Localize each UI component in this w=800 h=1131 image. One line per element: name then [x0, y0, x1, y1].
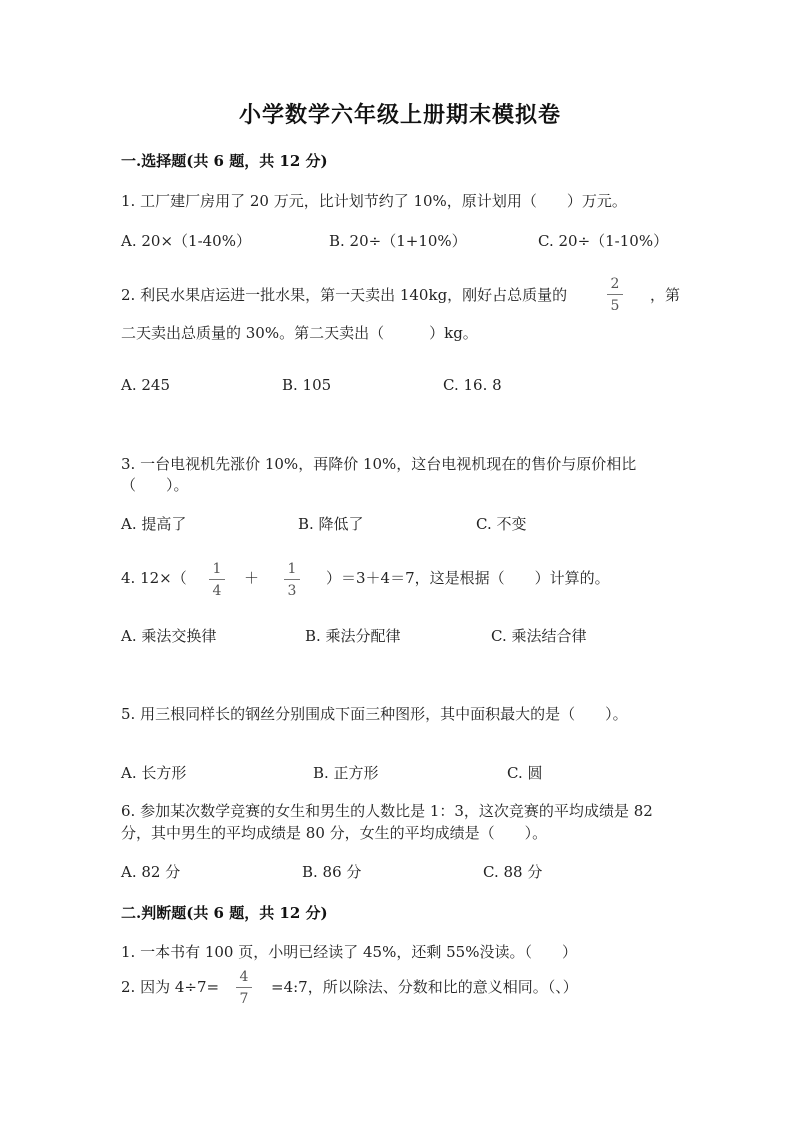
question-2-stem: 2. 利民水果店运进一批水果，第一天卖出 140kg，刚好占总质量的: [121, 286, 568, 304]
question-6-option-b: B. 86 分: [302, 863, 362, 881]
question-1-option-a: A. 20×（1-40%）: [121, 232, 251, 250]
fraction-bar: [607, 294, 623, 295]
question-4-option-b: B. 乘法分配律: [305, 627, 401, 645]
question-4-suffix: ）＝3＋4＝7，这是根据（ ）计算的。: [326, 569, 610, 587]
question-2-stem-tail: ，第: [650, 286, 681, 304]
question-4-option-c: C. 乘法结合律: [491, 627, 587, 645]
question-4-fraction-2: [284, 562, 300, 598]
judgement-2-fraction: [236, 970, 252, 1006]
question-2-fraction: [607, 277, 623, 313]
question-6-option-a: A. 82 分: [121, 863, 181, 881]
question-2-option-c: C. 16. 8: [443, 376, 502, 394]
question-1-option-b: B. 20÷（1+10%）: [329, 232, 467, 250]
question-1-option-c: C. 20÷（1-10%）: [538, 232, 669, 250]
fraction-numerator: 1: [287, 561, 297, 577]
question-4-prefix: 4. 12×（: [121, 569, 187, 587]
fraction-denominator: 7: [239, 991, 249, 1007]
judgement-1-stem: 1. 一本书有 100 页，小明已经读了 45%，还剩 55%没读。（ ）: [121, 943, 577, 961]
judgement-2-prefix: 2. 因为 4÷7=: [121, 978, 220, 996]
question-6-stem-line-2: 分，其中男生的平均成绩是 80 分，女生的平均成绩是（ ）。: [121, 824, 548, 842]
fraction-denominator: 4: [212, 583, 222, 599]
question-4-plus: ＋: [244, 569, 260, 587]
question-4-option-a: A. 乘法交换律: [121, 627, 217, 645]
question-2-stem-line-2: 二天卖出总质量的 30%。第二天卖出（ ）kg。: [121, 324, 478, 342]
question-3-stem: 3. 一台电视机先涨价 10%，再降价 10%，这台电视机现在的售价与原价相比: [121, 455, 637, 473]
question-6-option-c: C. 88 分: [483, 863, 543, 881]
fraction-bar: [209, 579, 225, 580]
judgement-2-suffix: =4:7，所以除法、分数和比的意义相同。（、）: [271, 978, 578, 996]
question-5-option-a: A. 长方形: [121, 764, 187, 782]
question-4-fraction-1: [209, 562, 225, 598]
question-3-stem-line-2: （ ）。: [121, 476, 189, 494]
fraction-denominator: 5: [610, 298, 620, 314]
question-5-option-c: C. 圆: [507, 764, 543, 782]
section-heading-judgement: 二.判断题(共 6 题，共 12 分): [121, 904, 328, 922]
fraction-bar: [236, 987, 252, 988]
question-3-option-b: B. 降低了: [298, 515, 364, 533]
section-heading-choice: 一.选择题(共 6 题，共 12 分): [121, 152, 328, 170]
page-title: 小学数学六年级上册期末模拟卷: [238, 102, 561, 128]
fraction-numerator: 4: [239, 969, 249, 985]
question-5-option-b: B. 正方形: [313, 764, 379, 782]
question-5-stem: 5. 用三根同样长的钢丝分别围成下面三种图形，其中面积最大的是（ ）。: [121, 705, 628, 723]
question-6-stem: 6. 参加某次数学竞赛的女生和男生的人数比是 1：3，这次竞赛的平均成绩是 82: [121, 802, 653, 820]
question-3-option-a: A. 提高了: [121, 515, 187, 533]
fraction-numerator: 2: [610, 276, 620, 292]
question-3-option-c: C. 不变: [476, 515, 527, 533]
fraction-bar: [284, 579, 300, 580]
fraction-denominator: 3: [287, 583, 297, 599]
question-2-option-b: B. 105: [282, 376, 332, 394]
question-1-stem: 1. 工厂建厂房用了 20 万元，比计划节约了 10%，原计划用（ ）万元。: [121, 192, 627, 210]
fraction-numerator: 1: [212, 561, 222, 577]
question-2-option-a: A. 245: [121, 376, 170, 394]
